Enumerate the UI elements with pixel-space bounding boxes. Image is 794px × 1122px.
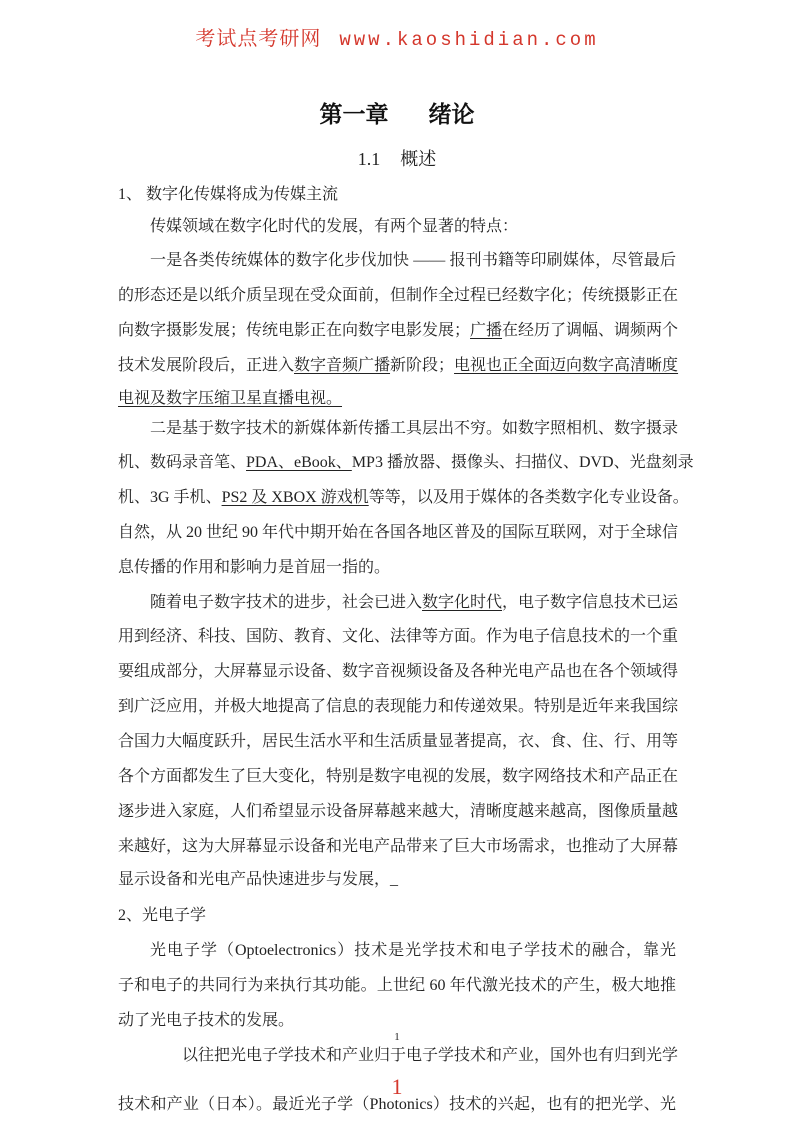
text-segment: 技术发展阶段后，正进入 xyxy=(118,357,295,374)
text-line xyxy=(118,801,679,823)
underlined-text: PS2 及 XBOX 游戏机 xyxy=(221,489,369,506)
text-line xyxy=(118,696,679,718)
text-segment: 合国力大幅度跃升，居民生活水平和生活质量显著提高，衣、食、住、行、用等 xyxy=(118,733,679,750)
site-url[interactable]: www.kaoshidian.com xyxy=(339,29,599,51)
text-line xyxy=(118,522,679,544)
text-segment: 的形态还是以纸介质呈现在受众面前，但制作全过程已经数字化；传统摄影正在 xyxy=(118,287,679,304)
text-segment: 逐步进入家庭，人们希望显示设备屏幕越来越大，清晰度越来越高，图像质量越 xyxy=(118,803,679,820)
text-segment: 2、光电子学 xyxy=(118,907,207,924)
text-line xyxy=(118,940,676,962)
text-segment: 新阶段； xyxy=(390,357,455,374)
text-line xyxy=(118,355,679,377)
underlined-text: 广播 xyxy=(470,322,503,339)
text-line xyxy=(118,216,676,238)
site-name: 考试点考研网 xyxy=(195,28,322,50)
chapter-number: 第一章 xyxy=(319,102,389,127)
site-header xyxy=(0,22,794,51)
text-line xyxy=(118,869,676,891)
text-segment: 自然，从 20 世纪 90 年代中期开始在各国各地区普及的国际互联网，对于全球信 xyxy=(118,524,679,541)
text-line xyxy=(118,285,679,307)
text-line xyxy=(118,975,676,997)
chapter-name: 绪论 xyxy=(428,102,475,127)
text-segment: MP3 播放器、摄像头、扫描仪、DVD、光盘刻录 xyxy=(351,454,694,471)
text-segment: 动了光电子技术的发展。 xyxy=(118,1012,295,1029)
text-segment: 显示设备和光电产品快速进步与发展，_ xyxy=(118,871,399,888)
underlined-text: 电视也正全面迈向数字高清晰度 xyxy=(454,357,679,374)
text-line xyxy=(118,592,679,614)
section-name: 概述 xyxy=(400,149,437,169)
underlined-text: 数字化时代 xyxy=(422,594,503,611)
text-line xyxy=(118,388,676,410)
text-segment: 传媒领域在数字化时代的发展，有两个显著的特点： xyxy=(150,218,519,235)
text-line xyxy=(118,320,679,342)
text-segment: 在经历了调幅、调频两个 xyxy=(502,322,679,339)
text-segment: 一是各类传统媒体的数字化步伐加快 —— 报刊书籍等印刷媒体，尽管最后 xyxy=(150,252,676,269)
section-title xyxy=(0,145,794,171)
text-line xyxy=(118,1045,679,1067)
text-line xyxy=(118,250,676,272)
text-line xyxy=(118,836,679,858)
text-line xyxy=(118,487,689,509)
text-segment: ，电子数字信息技术已运 xyxy=(502,594,679,611)
text-segment: 二是基于数字技术的新媒体新传播工具层出不穷。如数字照相机、数字摄录 xyxy=(150,420,679,437)
underlined-text: 数字音频广播 xyxy=(294,357,391,374)
text-segment: 向数字摄影发展；传统电影正在向数字电影发展； xyxy=(118,322,471,339)
text-segment: 以往把光电子学技术和产业归于电子学技术和产业，国外也有归到光学 xyxy=(182,1047,679,1064)
text-line xyxy=(118,766,679,788)
section-number: 1.1 xyxy=(357,149,381,169)
page-marker: 1 xyxy=(391,1074,403,1099)
text-line xyxy=(118,905,676,927)
text-line xyxy=(118,184,676,206)
text-segment: 到广泛应用，并极大地提高了信息的表现能力和传递效果。特别是近年来我国综 xyxy=(118,698,679,715)
text-segment: 等等，以及用于媒体的各类数字化专业设备。 xyxy=(368,489,689,506)
text-segment: 子和电子的共同行为来执行其功能。上世纪 60 年代激光技术的产生，极大地推 xyxy=(118,977,676,994)
text-segment: 机、数码录音笔、 xyxy=(118,454,247,471)
text-line xyxy=(118,1010,676,1032)
underlined-text: PDA、eBook、 xyxy=(246,454,352,471)
text-segment: 用到经济、科技、国防、教育、文化、法律等方面。作为电子信息技术的一个重 xyxy=(118,628,679,645)
text-segment: 1、 数字化传媒将成为传媒主流 xyxy=(118,186,339,203)
text-line xyxy=(118,557,676,579)
text-segment: 要组成部分，大屏幕显示设备、数字音视频设备及各种光电产品也在各个领域得 xyxy=(118,663,679,680)
text-segment: 随着电子数字技术的进步，社会已进入 xyxy=(150,594,423,611)
page-number: 1 xyxy=(394,1031,400,1043)
text-line xyxy=(118,661,679,683)
chapter-title xyxy=(0,96,794,129)
text-segment: 技术和产业（日本）。最近光子学（Photonics）技术的兴起，也有的把光学、光 xyxy=(118,1096,676,1113)
text-segment: 光电子学（Optoelectronics）技术是光学技术和电子学技术的融合，靠光 xyxy=(150,942,676,959)
text-segment: 各个方面都发生了巨大变化，特别是数字电视的发展，数字网络技术和产品正在 xyxy=(118,768,679,785)
text-line xyxy=(118,418,679,440)
text-segment: 来越好，这为大屏幕显示设备和光电产品带来了巨大市场需求，也推动了大屏幕 xyxy=(118,838,679,855)
text-line xyxy=(118,452,694,474)
underlined-text: 电视及数字压缩卫星直播电视。 xyxy=(118,390,343,407)
text-line xyxy=(118,731,679,753)
text-segment: 机、3G 手机、 xyxy=(118,489,222,506)
text-line xyxy=(118,626,679,648)
text-segment: 息传播的作用和影响力是首屈一指的。 xyxy=(118,559,391,576)
